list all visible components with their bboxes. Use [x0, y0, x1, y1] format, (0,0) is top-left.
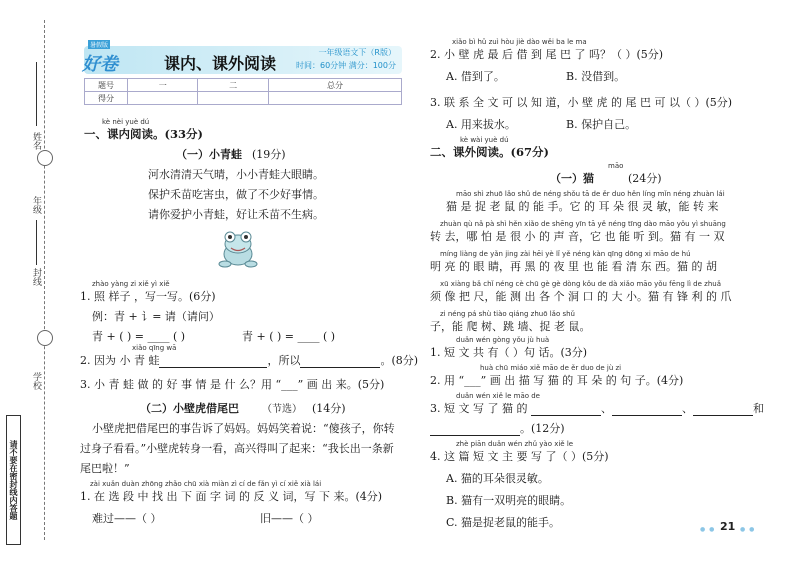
poem-line: 河水清清天气晴，小小青蛙大眼睛。 — [148, 168, 324, 181]
score-cell[interactable] — [128, 92, 198, 105]
pinyin: zhuàn qù nǎ pà shì hěn xiǎo de shēng yīn tā yě néng tīng dào māo yǒu yì shuāng — [440, 220, 726, 228]
question — [430, 420, 565, 436]
answer-blank[interactable] — [159, 367, 267, 368]
passage-line: 子，能 爬 树、跳 墙、捉 老 鼠。 — [430, 320, 591, 333]
passage-line: 猫 是 捉 老 鼠 的 能 手。它 的 耳 朵 很 灵 敏，能 转 来 — [446, 200, 719, 213]
passage-score: (24分) — [628, 172, 662, 185]
question-text: ，所以 — [267, 354, 301, 367]
notice-box: 请不要在密封线内答题 — [6, 415, 21, 545]
pinyin: duǎn wén xiě le māo de — [456, 392, 540, 400]
logo-tag: 暑假版 — [90, 42, 109, 49]
separator: 、 — [681, 402, 693, 415]
answer-blank[interactable] — [531, 415, 601, 416]
question: 1. 短 文 共 有（ ）句 话。(3分) — [430, 346, 588, 359]
passage-line: 明 亮 的 眼 睛，再 黑 的 夜 里 也 能 看 清 东 西。猫 的 胡 — [430, 260, 717, 273]
score-cell[interactable] — [198, 92, 268, 105]
passage-line: 小壁虎把借尾巴的事告诉了妈妈。妈妈笑着说：“傻孩子，你转 — [92, 422, 395, 435]
option[interactable]: A. 用来拔水。 — [446, 118, 516, 131]
question-text: 2. 因为 小 青 蛙 — [80, 354, 160, 367]
question: 1. 在 选 段 中 找 出 下 面 字 词 的 反 义 词，写 下 来。(4分) — [80, 490, 383, 503]
pinyin: míng liàng de yǎn jing zài hēi yè lǐ yě néng kàn qīng dōng xi māo de hú — [440, 250, 691, 258]
pinyin: zhào yàng zi xiě yì xiě — [92, 280, 170, 288]
question-text: 3. 短 文 写 了 猫 的 — [430, 402, 528, 415]
passage-title: （二）小壁虎借尾巴 — [140, 402, 239, 415]
passage-line: 尾巴啦！” — [80, 462, 130, 475]
pinyin: māo shì zhuō lǎo shǔ de néng shǒu tā de ěr duo hěn líng mǐn néng zhuàn lái — [456, 190, 725, 198]
question-score: 。(12分) — [520, 422, 565, 435]
poem-line: 保护禾苗吃害虫，做了不少好事情。 — [148, 188, 324, 201]
section-heading: 二、课外阅读。(67分) — [430, 145, 549, 159]
answer-row[interactable]: 旧——（ ） — [260, 512, 319, 525]
binding-strip — [0, 0, 58, 569]
brand-logo — [76, 40, 146, 80]
grade-label: 年级 — [31, 196, 41, 214]
score-col-label: 题号 — [85, 79, 128, 92]
page-title: 课内、课外阅读 — [164, 54, 277, 73]
name-label: 姓名 — [31, 132, 41, 150]
answer-row[interactable]: 难过——（ ） — [92, 512, 162, 525]
passage-line: 转 去，哪 怕 是 很 小 的 声 音，它 也 能 听 到。猫 有 一 双 — [430, 230, 725, 243]
option[interactable]: B. 没借到。 — [566, 70, 626, 83]
page-number-area — [700, 520, 760, 536]
decor-dots: ● ● — [740, 526, 756, 533]
pinyin: zài xuǎn duàn zhōng zhǎo chū xià miàn zì cí de fǎn yì cí xiě xià lái — [90, 480, 322, 488]
score-cell[interactable] — [268, 92, 401, 105]
passage-note: （节选） — [262, 404, 302, 415]
pinyin: xiǎo bì hǔ zuì hòu jiè dào wěi ba le ma — [452, 38, 587, 46]
pinyin: xiǎo qīng wā — [132, 344, 177, 352]
answer-blank[interactable] — [693, 415, 753, 416]
question-score: 。(8分) — [380, 354, 419, 367]
pinyin: zi néng pá shù tiào qiáng zhuō lǎo shǔ — [440, 310, 575, 318]
example: 例：青 + 讠= 请（请问） — [92, 310, 220, 323]
separator: 、 — [600, 402, 612, 415]
passage-title: （一）猫 — [550, 172, 594, 185]
answer-blank[interactable] — [430, 435, 520, 436]
question: 1. 照 样子 ，写一写。(6分) — [80, 290, 216, 303]
pinyin: zhè piān duǎn wén zhǔ yào xiě le — [456, 440, 574, 448]
option[interactable]: A. 猫的耳朵很灵敏。 — [446, 472, 549, 485]
answer-row[interactable]: 青 + ( ) = ____ ( ) — [92, 330, 186, 343]
passage-score: (14分) — [312, 402, 346, 415]
binding-hole — [37, 330, 53, 346]
option[interactable]: B. 猫有一双明亮的眼睛。 — [446, 494, 572, 507]
option[interactable]: B. 保护自己。 — [566, 118, 637, 131]
score-row-label: 得分 — [85, 92, 128, 105]
score-col: 二 — [198, 79, 268, 92]
school-label: 学校 — [31, 372, 41, 390]
time-meta: 时间：60分钟 满分：100分 — [296, 61, 396, 70]
pinyin: kè nèi yuè dú — [102, 118, 150, 126]
score-table — [84, 78, 402, 105]
section-heading: 一、课内阅读。(33分) — [84, 127, 203, 141]
question — [430, 400, 764, 416]
question: 4. 这 篇 短 文 主 要 写 了（ ）(5分) — [430, 450, 609, 463]
binding-rule — [44, 20, 45, 540]
question: 2. 用 “___” 画 出 描 写 猫 的 耳 朵 的 句 子。(4分) — [430, 374, 684, 387]
score-col: 总分 — [268, 79, 401, 92]
poem-line: 请你爱护小青蛙，好让禾苗不生病。 — [148, 208, 324, 221]
passage-line: 须 像 把 尺，能 测 出 各 个 洞 口 的 大 小。猫 有 锋 利 的 爪 — [430, 290, 732, 303]
option[interactable]: C. 猫是捉老鼠的能手。 — [446, 516, 561, 529]
passage-line: 过身子看看。”小壁虎转身一看，高兴得叫了起来：“我长出一条新 — [80, 442, 394, 455]
decor-dots: ● ● — [700, 526, 716, 533]
pinyin: xū xiàng bǎ chǐ néng cè chū gè gè dòng kǒu de dà xiǎo māo yǒu fēng lì de zhuǎ — [440, 280, 721, 288]
seal-label: 封线 — [31, 268, 41, 286]
passage-title: （一）小青蛙 — [176, 148, 242, 161]
answer-row[interactable]: 青 + ( ) = ____ ( ) — [242, 330, 336, 343]
binding-hole — [37, 150, 53, 166]
answer-blank[interactable] — [612, 415, 682, 416]
pinyin: kè wài yuè dú — [460, 136, 509, 144]
pinyin: huà chū miáo xiě māo de ěr duo de jù zi — [480, 364, 622, 372]
frog-illustration — [216, 228, 260, 268]
grade-line — [36, 220, 37, 265]
question: 3. 联 系 全 文 可 以 知 道，小 壁 虎 的 尾 巴 可 以（ ）(5分) — [430, 96, 733, 109]
score-col: 一 — [128, 79, 198, 92]
question — [80, 352, 418, 368]
grade-meta: 一年级语文下（R版） — [318, 48, 396, 57]
passage-score: (19分) — [252, 148, 286, 161]
name-line — [36, 62, 37, 126]
pinyin: duǎn wén gòng yǒu jù huà — [456, 336, 550, 344]
option[interactable]: A. 借到了。 — [446, 70, 505, 83]
question: 3. 小 青 蛙 做 的 好 事 情 是 什 么？用 “___” 画 出 来。(5分) — [80, 378, 385, 391]
logo-text: 好卷 — [82, 54, 118, 75]
question-text: 和 — [752, 402, 764, 415]
page-number: 21 — [720, 520, 736, 533]
answer-blank[interactable] — [300, 367, 380, 368]
page-header — [82, 42, 402, 75]
question: 2. 小 壁 虎 最 后 借 到 尾 巴 了 吗？（ ）(5分) — [430, 48, 664, 61]
pinyin: māo — [608, 162, 624, 170]
